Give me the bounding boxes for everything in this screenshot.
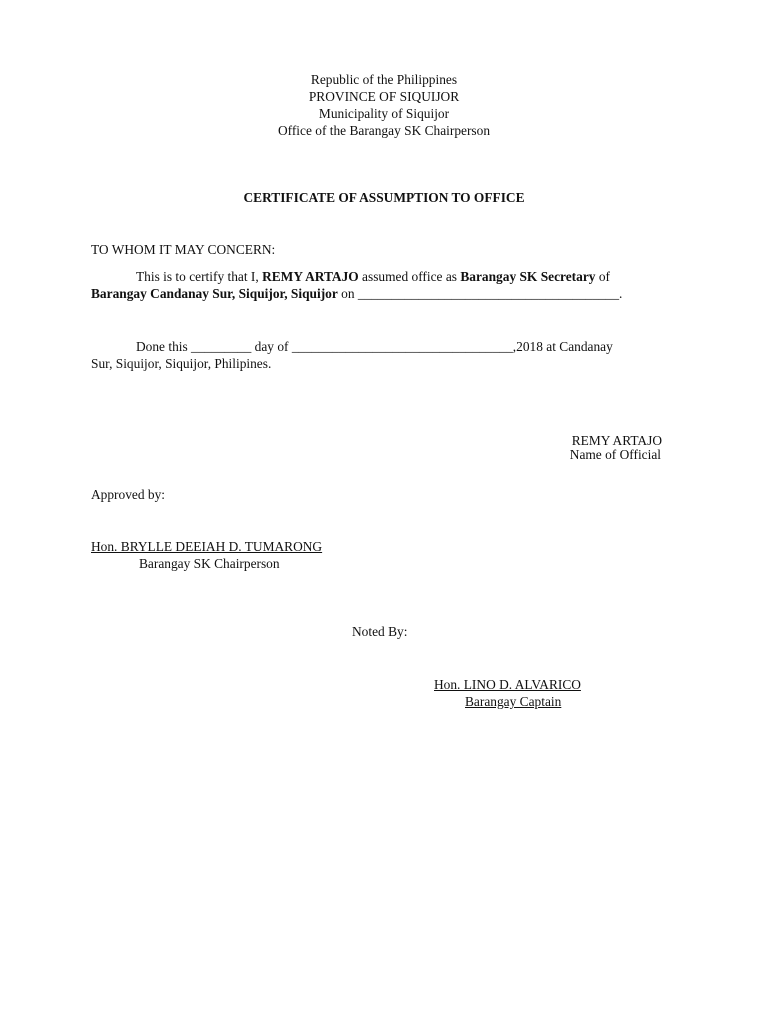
body-paragraph-1-line-1 — [136, 268, 610, 285]
approver-title: Barangay SK Chairperson — [139, 556, 280, 571]
p1-pre-text: This is to certify that I, — [136, 269, 263, 284]
body-paragraph-2-line-2: Sur, Siquijor, Siquijor, Philipines. — [91, 356, 272, 371]
header-office: Office of the Barangay SK Chairperson — [277, 123, 491, 138]
approver-name: Hon. BRYLLE DEEIAH D. TUMARONG — [91, 539, 323, 554]
official-name: REMY ARTAJO — [571, 433, 662, 448]
official-name-inline: REMY ARTAJO — [262, 269, 359, 284]
certificate-title: CERTIFICATE OF ASSUMPTION TO OFFICE — [243, 190, 525, 205]
p1-mid-text: assumed office as — [358, 269, 461, 284]
noter-name: Hon. LINO D. ALVARICO — [434, 677, 581, 692]
header-municipality: Municipality of Siquijor — [318, 106, 450, 121]
official-title: Name of Official — [569, 447, 661, 462]
salutation: TO WHOM IT MAY CONCERN: — [91, 242, 276, 257]
body-paragraph-1-line-2 — [91, 285, 622, 302]
header-province: PROVINCE OF SIQUIJOR — [308, 89, 460, 104]
date-blank: on _______________________________________. — [337, 286, 623, 301]
noter-title: Barangay Captain — [465, 694, 562, 709]
p1-post-text: of — [595, 269, 610, 284]
approved-by-label: Approved by: — [91, 487, 166, 502]
header-republic: Republic of the Philippines — [310, 72, 458, 87]
noted-by-label: Noted By: — [352, 624, 408, 639]
position-inline: Barangay SK Secretary — [460, 269, 596, 284]
body-paragraph-2-line-1: Done this _________ day of _________________________________,2018 at Candanay — [136, 339, 613, 354]
place-inline: Barangay Candanay Sur, Siquijor, Siquijor — [91, 286, 338, 301]
